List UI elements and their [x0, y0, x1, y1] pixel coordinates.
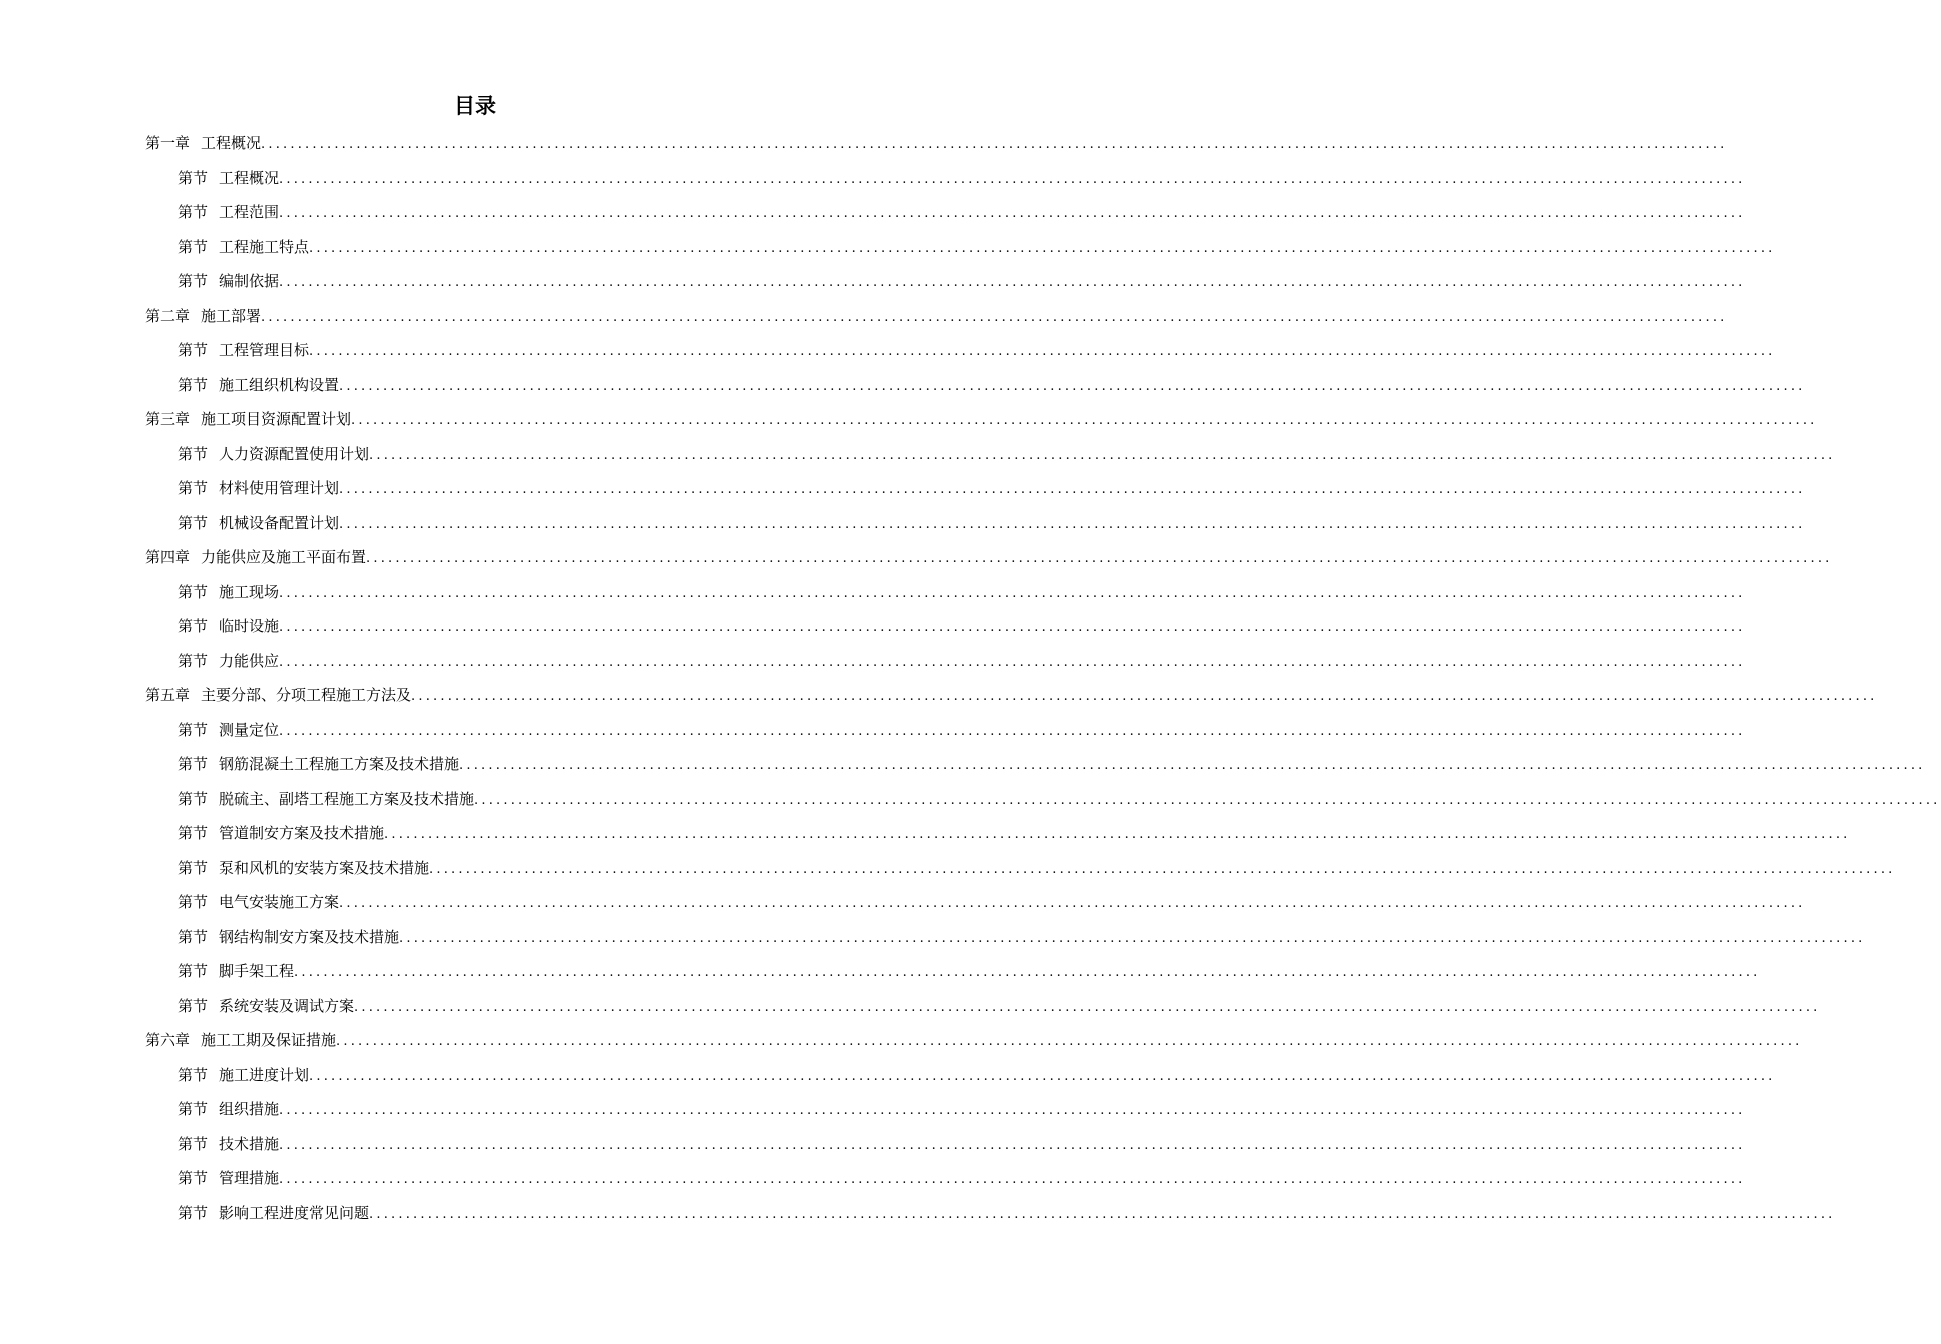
toc-dot-leader: ........................................................................................................................................................................................................ — [279, 654, 1746, 670]
toc-entry-title: 机械设备配置计划 — [219, 513, 340, 532]
toc-entry-title: 施工部署 — [201, 306, 262, 325]
toc-entry-number: 第节 — [178, 479, 209, 497]
toc-entry-number: 第节 — [178, 1134, 209, 1153]
toc-entry-title: 编制依据 — [219, 272, 280, 290]
toc-entry[interactable] — [0, 1092, 1746, 1127]
toc-entry-title: 影响工程进度常见问题 — [219, 1203, 370, 1222]
toc-entry-title: 材料使用管理计划 — [219, 479, 340, 497]
toc-dot-leader: ........................................................................................................................................................................................................ — [279, 275, 1746, 290]
toc-dot-leader: ........................................................................................................................................................................................................ — [279, 1103, 1746, 1118]
toc-entry-title: 临时设施 — [219, 617, 280, 635]
toc-entry[interactable] — [0, 230, 1776, 265]
toc-entry-number: 第二章 — [145, 306, 191, 325]
toc-entry-title: 钢结构制安方案及技术措施 — [219, 927, 400, 946]
toc-entry[interactable] — [0, 333, 1776, 368]
toc-entry-title: 工程概况 — [201, 134, 262, 152]
toc-dot-leader: ........................................................................................................................................................................................................ — [279, 206, 1746, 221]
toc-entry-title: 施工工期及保证措施 — [201, 1031, 337, 1049]
toc-entry[interactable] — [0, 195, 1746, 230]
toc-entry-number: 第节 — [178, 651, 209, 670]
toc-dot-leader: ........................................................................................................................................................................................................ — [336, 1034, 1803, 1049]
toc-dot-leader: ........................................................................................................................................................................................................ — [351, 413, 1818, 428]
toc-entry-number: 第节 — [178, 755, 209, 773]
toc-dot-leader: ........................................................................................................................................................................................................ — [399, 930, 1866, 946]
toc-entry-title: 施工项目资源配置计划 — [201, 410, 352, 428]
toc-entry-number: 第节 — [178, 513, 209, 532]
toc-dot-leader: ........................................................................................................................................................................................................ — [279, 171, 1746, 187]
toc-entry[interactable] — [0, 299, 1728, 334]
toc-entry-title: 工程范围 — [219, 203, 280, 221]
toc-entry-number: 第节 — [178, 858, 209, 877]
toc-dot-leader: ........................................................................................................................................................................................................ — [279, 585, 1746, 601]
toc-entry[interactable] — [0, 954, 1761, 989]
toc-entry-title: 系统安装及调试方案 — [219, 996, 355, 1015]
toc-entry-title: 钢筋混凝土工程施工方案及技术措施 — [219, 755, 460, 773]
toc-dot-leader: ........................................................................................................................................................................................................ — [261, 137, 1728, 152]
toc-entry-title: 工程管理目标 — [219, 341, 310, 359]
toc-entry[interactable] — [0, 1161, 1746, 1196]
toc-entry-number: 第节 — [178, 1203, 209, 1222]
toc-dot-leader: ........................................................................................................................................................................................................ — [309, 240, 1776, 256]
toc-entry-title: 施工组织机构设置 — [219, 375, 340, 394]
toc-dot-leader: ........................................................................................................................................................................................................ — [339, 378, 1806, 394]
toc-entry[interactable] — [0, 264, 1746, 299]
toc-entry-title: 人力资源配置使用计划 — [219, 444, 370, 463]
toc-entry-title: 管道制安方案及技术措施 — [219, 824, 385, 842]
toc-dot-leader: ........................................................................................................................................................................................................ — [309, 344, 1776, 359]
toc-dot-leader: ........................................................................................................................................................................................................ — [429, 861, 1896, 877]
toc-entry-number: 第节 — [178, 789, 209, 808]
toc-entry-number: 第三章 — [145, 410, 191, 428]
toc-dot-leader: ........................................................................................................................................................................................................ — [261, 309, 1728, 325]
toc-entry-number: 第节 — [178, 893, 209, 911]
toc-dot-leader: ........................................................................................................................................................................................................ — [369, 447, 1836, 463]
toc-dot-leader: ........................................................................................................................................................................................................ — [309, 1068, 1776, 1084]
toc-entry-title: 施工进度计划 — [219, 1065, 310, 1084]
toc-entry-number: 第节 — [178, 444, 209, 463]
toc-entry[interactable] — [0, 1127, 1746, 1162]
toc-dot-leader: ........................................................................................................................................................................................................ — [411, 689, 1878, 704]
toc-entry-number: 第节 — [178, 1169, 209, 1187]
toc-entry-number: 第一章 — [145, 134, 191, 152]
toc-entry-title: 泵和风机的安装方案及技术措施 — [219, 858, 430, 877]
toc-entry[interactable] — [0, 368, 1806, 403]
toc-entry-number: 第节 — [178, 1100, 209, 1118]
toc-dot-leader: ........................................................................................................................................................................................................ — [369, 1206, 1836, 1222]
toc-dot-leader: ........................................................................................................................................................................................................ — [279, 1172, 1746, 1187]
toc-entry-title: 力能供应及施工平面布置 — [201, 548, 367, 566]
toc-dot-leader: ........................................................................................................................................................................................................ — [339, 516, 1806, 532]
toc-entry-title: 技术措施 — [219, 1134, 280, 1153]
toc-entry[interactable] — [0, 402, 1818, 437]
toc-entry[interactable] — [0, 989, 1821, 1024]
toc-entry-title: 工程概况 — [219, 168, 280, 187]
toc-dot-leader: ........................................................................................................................................................................................................ — [474, 792, 1941, 808]
toc-entry[interactable] — [0, 782, 1941, 817]
toc-entry[interactable] — [0, 437, 1836, 472]
toc-entry-title: 力能供应 — [219, 651, 280, 670]
toc-entry[interactable] — [0, 1023, 1803, 1058]
toc-entry[interactable] — [0, 126, 1728, 161]
toc-entry-number: 第节 — [178, 375, 209, 394]
toc-entry-title: 测量定位 — [219, 720, 280, 739]
toc-entry[interactable] — [0, 885, 1806, 920]
toc-entry[interactable] — [0, 678, 1878, 713]
toc-entry-number: 第节 — [178, 582, 209, 601]
toc-entry-title: 脱硫主、副塔工程施工方案及技术措施 — [219, 789, 475, 808]
toc-entry-number: 第四章 — [145, 548, 191, 566]
toc-entry-number: 第节 — [178, 617, 209, 635]
toc-dot-leader: ........................................................................................................................................................................................................ — [384, 827, 1851, 842]
toc-entry-number: 第节 — [178, 237, 209, 256]
toc-entry-number: 第节 — [178, 927, 209, 946]
toc-entry[interactable] — [0, 1058, 1776, 1093]
toc-dot-leader: ........................................................................................................................................................................................................ — [279, 1137, 1746, 1153]
toc-dot-leader: ........................................................................................................................................................................................................ — [294, 965, 1761, 980]
toc-entry-number: 第节 — [178, 1065, 209, 1084]
toc-entry-title: 脚手架工程 — [219, 962, 295, 980]
toc-entry[interactable] — [0, 747, 1926, 782]
toc-entry[interactable] — [0, 920, 1866, 955]
toc-entry[interactable] — [0, 506, 1806, 541]
toc-entry-title: 电气安装施工方案 — [219, 893, 340, 911]
toc-dot-leader: ........................................................................................................................................................................................................ — [354, 999, 1821, 1015]
toc-entry-title: 主要分部、分项工程施工方法及 — [201, 686, 412, 704]
page-title: 目录 — [454, 94, 496, 118]
toc-entry[interactable] — [0, 609, 1746, 644]
toc-entry-number: 第节 — [178, 720, 209, 739]
toc-entry[interactable] — [0, 471, 1806, 506]
toc-entry-number: 第六章 — [145, 1031, 191, 1049]
toc-entry-number: 第节 — [178, 272, 209, 290]
toc-entry-title: 组织措施 — [219, 1100, 280, 1118]
toc-entry[interactable] — [0, 540, 1833, 575]
toc-dot-leader: ........................................................................................................................................................................................................ — [366, 551, 1833, 566]
toc-dot-leader: ........................................................................................................................................................................................................ — [279, 723, 1746, 739]
toc-entry-number: 第节 — [178, 824, 209, 842]
toc-dot-leader: ........................................................................................................................................................................................................ — [339, 482, 1806, 497]
toc-entry-number: 第五章 — [145, 686, 191, 704]
toc-entry[interactable] — [0, 1196, 1836, 1231]
toc-entry-number: 第节 — [178, 996, 209, 1015]
toc-entry-number: 第节 — [178, 341, 209, 359]
toc-entry[interactable] — [0, 644, 1746, 679]
toc-entry[interactable] — [0, 851, 1896, 886]
toc-dot-leader: ........................................................................................................................................................................................................ — [339, 896, 1806, 911]
toc-entry-number: 第节 — [178, 168, 209, 187]
toc-entry-number: 第节 — [178, 203, 209, 221]
toc-entry-title: 工程施工特点 — [219, 237, 310, 256]
toc-entry-title: 管理措施 — [219, 1169, 280, 1187]
toc-entry[interactable] — [0, 713, 1746, 748]
toc-entry[interactable] — [0, 816, 1851, 851]
toc-entry-number: 第节 — [178, 962, 209, 980]
table-of-contents — [0, 126, 1941, 1230]
toc-dot-leader: ........................................................................................................................................................................................................ — [279, 620, 1746, 635]
toc-dot-leader: ........................................................................................................................................................................................................ — [459, 758, 1926, 773]
toc-entry-title: 施工现场 — [219, 582, 280, 601]
toc-entry[interactable] — [0, 575, 1746, 610]
toc-entry[interactable] — [0, 161, 1746, 196]
